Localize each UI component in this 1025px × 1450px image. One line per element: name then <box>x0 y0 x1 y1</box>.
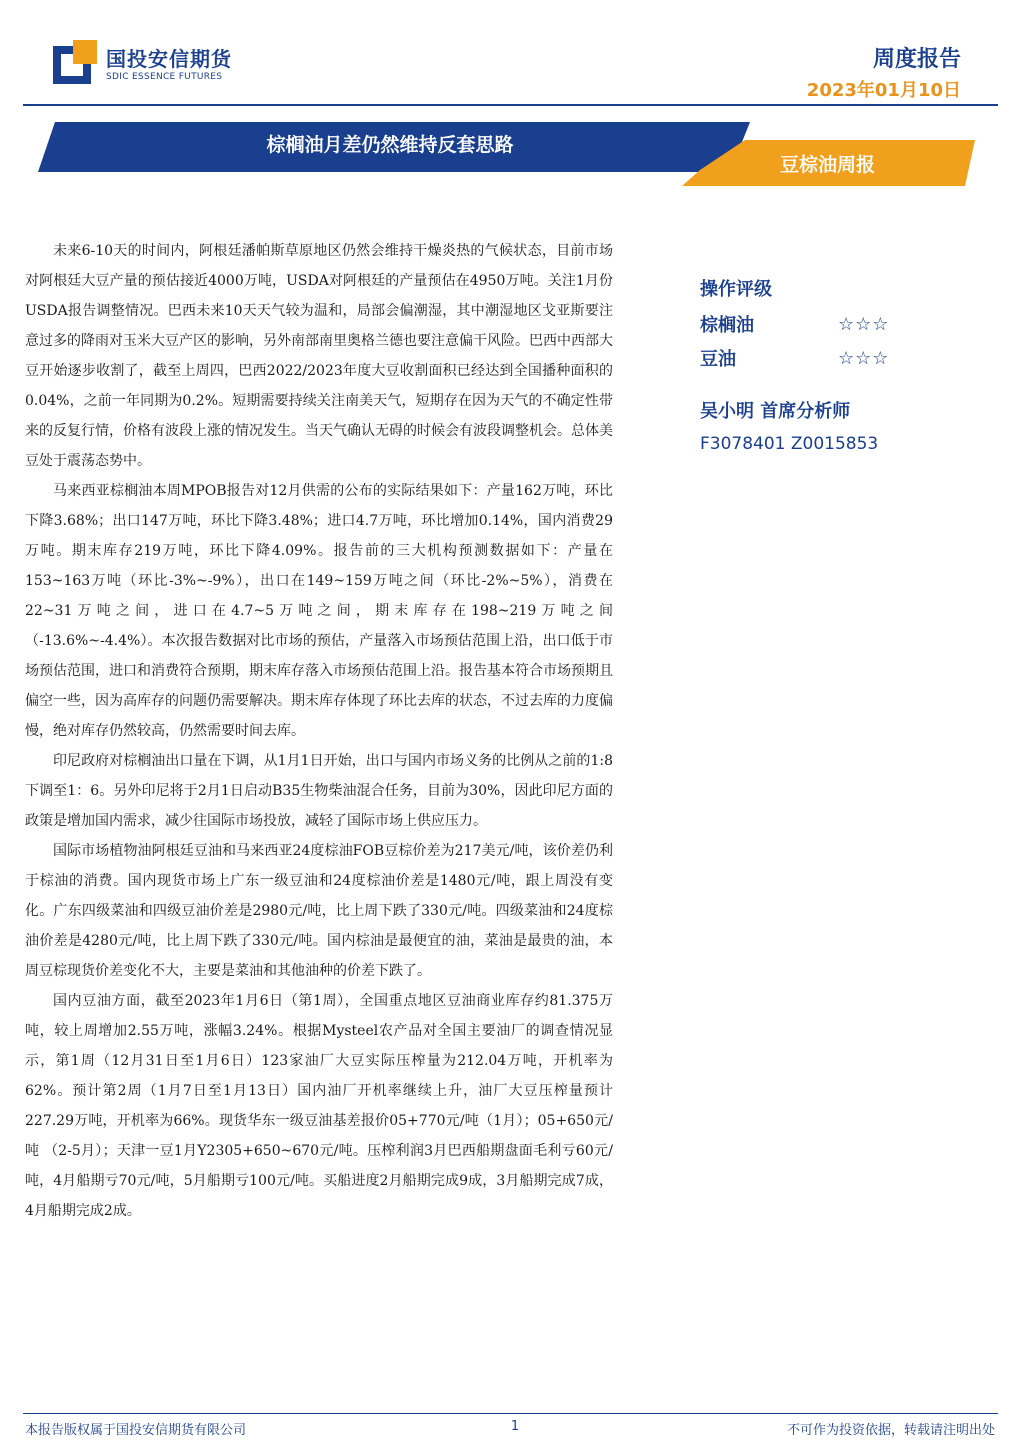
footer-disclaimer: 不可作为投资依据，转载请注明出处 <box>786 1423 995 1438</box>
analyst-name: 吴小明 首席分析师 <box>700 401 851 422</box>
page-number: 1 <box>510 1419 520 1434</box>
rating-row <box>700 341 1000 375</box>
company-name-en: SDIC ESSENCE FUTURES <box>106 72 223 82</box>
body-paragraph: 未来6-10天的时间内，阿根廷潘帕斯草原地区仍然会维持干燥炎热的气候状态，目前市场对阿根廷大豆产量的预估接近4000万吨，USDA对阿根廷的产量预估在4950万吨。关注1月份USDA报告调整情况。巴西未来10天天气较为温和，局部会偏潮湿，其中潮湿地区戈亚斯要注意过多的降雨对玉米大豆产区的影响，另外南部南里奥格兰德也要注意偏干风险。巴西中西部大豆开始逐步收割了，截至上周四，巴西2022/2023年度大豆收割面积已经达到全国播种面积的0.04%，之前一年同期为0.2%。短期需要持续关注南美天气，短期存在因为天气的不确定性带来的反复行情，价格有波段上涨的情况发生。当天气确认无碍的时候会有波段调整机会。总体美豆处于震荡态势中。 <box>25 243 613 469</box>
rating-heading: 操作评级 <box>700 279 772 300</box>
footer-divider <box>23 1413 998 1414</box>
report-type: 周度报告 <box>872 47 961 72</box>
sdic-logo-icon <box>53 40 97 84</box>
company-name-cn: 国投安信期货 <box>106 47 232 71</box>
body-paragraph: 马来西亚棕榈油本周MPOB报告对12月供需的公布的实际结果如下：产量162万吨，环比下降3.68%；出口147万吨，环比下降3.48%；进口4.7万吨，环比增加0.14%，国内消费29万吨。期末库存219万吨，环比下降4.09%。报告前的三大机构预测数据如下：产量在153~163万吨（环比-3%~-9%），出口在149~159万吨之间（环比-2%~5%），消费在22~31万吨之间，进口在4.7~5万吨之间，期末库存在198~219万吨之间（-13.6%~-4.4%）。本次报告数据对比市场的预估，产量落入市场预估范围上沿，出口低于市场预估范围，进口和消费符合预期，期末库存落入市场预估范围上沿。报告基本符合市场预期且偏空一些，因为高库存的问题仍需要解决。期末库存体现了环比去库的状态，不过去库的力度偏慢，绝对库存仍然较高，仍然需要时间去库。 <box>25 483 613 739</box>
rating-label: 豆油 <box>700 349 736 370</box>
header-divider <box>23 104 998 106</box>
sidebar <box>700 273 1000 459</box>
report-date: 2023年01月10日 <box>806 80 961 101</box>
star-rating-icon: ☆☆☆ <box>838 313 890 335</box>
report-title: 棕榈油月差仍然维持反套思路 <box>266 134 514 156</box>
body-paragraph: 印尼政府对棕榈油出口量在下调，从1月1日开始，出口与国内市场义务的比例从之前的1:8下调至1：6。另外印尼将于2月1日启动B35生物柴油混合任务，目前为30%，因此印尼方面的政策是增加国内需求，减少往国际市场投放，减轻了国际市场上供应压力。 <box>25 753 613 829</box>
company-logo-text <box>106 48 232 82</box>
rating-row <box>700 307 1000 341</box>
analyst-licence: F3078401 Z0015853 <box>700 434 879 454</box>
report-series-tag: 豆棕油周报 <box>779 154 875 176</box>
footer-copyright: 本报告版权属于国投安信期货有限公司 <box>25 1423 247 1438</box>
report-body <box>25 236 613 1226</box>
star-rating-icon: ☆☆☆ <box>838 347 890 369</box>
rating-label: 棕榈油 <box>700 315 754 336</box>
body-paragraph: 国内豆油方面，截至2023年1月6日（第1周），全国重点地区豆油商业库存约81.375万吨，较上周增加2.55万吨，涨幅3.24%。根据Mysteel农产品对全国主要油厂的调查情况显示，第1周（12月31日至1月6日）123家油厂大豆实际压榨量为212.04万吨，开机率为62%。预计第2周（1月7日至1月13日）国内油厂开机率继续上升，油厂大豆压榨量预计227.29万吨，开机率为66%。现货华东一级豆油基差报价05+770元/吨（1月）；05+650元/吨 （2-5月）；天津一豆1月Y2305+650~670元/吨。压榨利润3月巴西船期盘面毛利亏60元/吨，4月船期亏70元/吨，5月船期亏100元/吨。买船进度2月船期完成9成，3月船期完成7成，4月船期完成2成。 <box>25 993 613 1219</box>
body-paragraph: 国际市场植物油阿根廷豆油和马来西亚24度棕油FOB豆棕价差为217美元/吨，该价差仍利于棕油的消费。国内现货市场上广东一级豆油和24度棕油价差是1480元/吨，跟上周没有变化。广东四级菜油和四级豆油价差是2980元/吨，比上周下跌了330元/吨。四级菜油和24度棕油价差是4280元/吨，比上周下跌了330元/吨。国内棕油是最便宜的油，菜油是最贵的油，本周豆棕现货价差变化不大，主要是菜油和其他油种的价差下跌了。 <box>25 843 613 979</box>
